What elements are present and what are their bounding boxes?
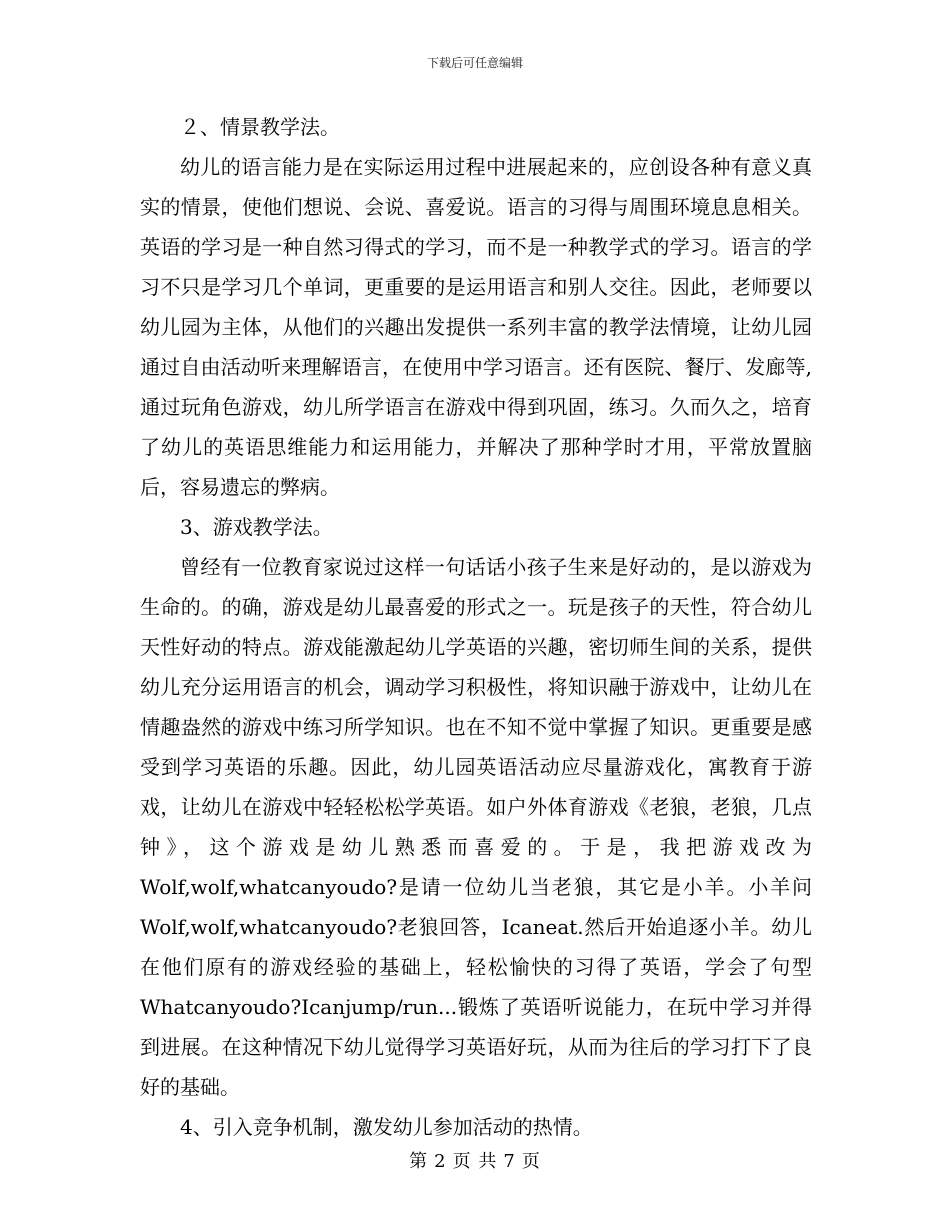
section-heading-game: 3、游戏教学法。: [180, 515, 333, 539]
document-body: [140, 107, 812, 1147]
page-header: 下载后可任意编辑: [426, 56, 523, 70]
paragraph-situational: 幼儿的语言能力是在实际运用过程中进展起来的，应创设各种有意义真实的情景，使他们想说、会说、喜爱说。语言的习得与周围环境息息相关。英语的学习是一种自然习得式的学习，而不是一种教学式的学习。语言的学习不只是学习几个单词，更重要的是运用语言和别人交往。因此，老师要以幼儿园为主体，从他们的兴趣出发提供一系列丰富的教学法情境，让幼儿园通过自由活动听来理解语言，在使用中学习语言。还有医院、餐厅、发廊等,通过玩角色游戏，幼儿所学语言在游戏中得到巩固，练习。久而久之，培育了幼儿的英语思维能力和运用能力，并解决了那种学时才用，平常放置脑后，容易遗忘的弊病。: [140, 155, 812, 499]
paragraph-game: 曾经有一位教育家说过这样一句话话小孩子生来是好动的，是以游戏为生命的。的确，游戏是幼儿最喜爱的形式之一。玩是孩子的天性，符合幼儿天性好动的特点。游戏能激起幼儿学英语的兴趣，密切师生间的关系，提供幼儿充分运用语言的机会，调动学习积极性，将知识融于游戏中，让幼儿在情趣盎然的游戏中练习所学知识。也在不知不觉中掌握了知识。更重要是感受到学习英语的乐趣。因此，幼儿园英语活动应尽量游戏化，寓教育于游戏，让幼儿在游戏中轻轻松松学英语。如户外体育游戏《老狼，老狼，几点钟》，这个游戏是幼儿熟悉而喜爱的。于是，我把游戏改为Wolf,wolf,whatcanyoudo?是请一位幼儿当老狼，其它是小羊。小羊问Wolf,wolf,whatcanyoudo?老狼回答，Icaneat.然后开始追逐小羊。幼儿在他们原有的游戏经验的基础上，轻松愉快的习得了英语，学会了句型Whatcanyoudo?Icanjump/run...锻炼了英语听说能力，在玩中学习并得到进展。在这种情况下幼儿觉得学习英语好玩，从而为往后的学习打下了良好的基础。: [140, 555, 812, 1099]
total-pages: 7: [503, 1151, 516, 1172]
page-footer: [0, 1147, 950, 1173]
section-heading-situational: ２、情景教学法。: [180, 115, 340, 139]
section-heading-competition: 4、引入竞争机制，激发幼儿参加活动的热情。: [180, 1115, 593, 1139]
footer-suffix: 页: [521, 1151, 541, 1172]
page-number: 2: [434, 1151, 447, 1172]
footer-middle: 页 共: [452, 1151, 498, 1172]
footer-prefix: 第: [409, 1151, 429, 1172]
